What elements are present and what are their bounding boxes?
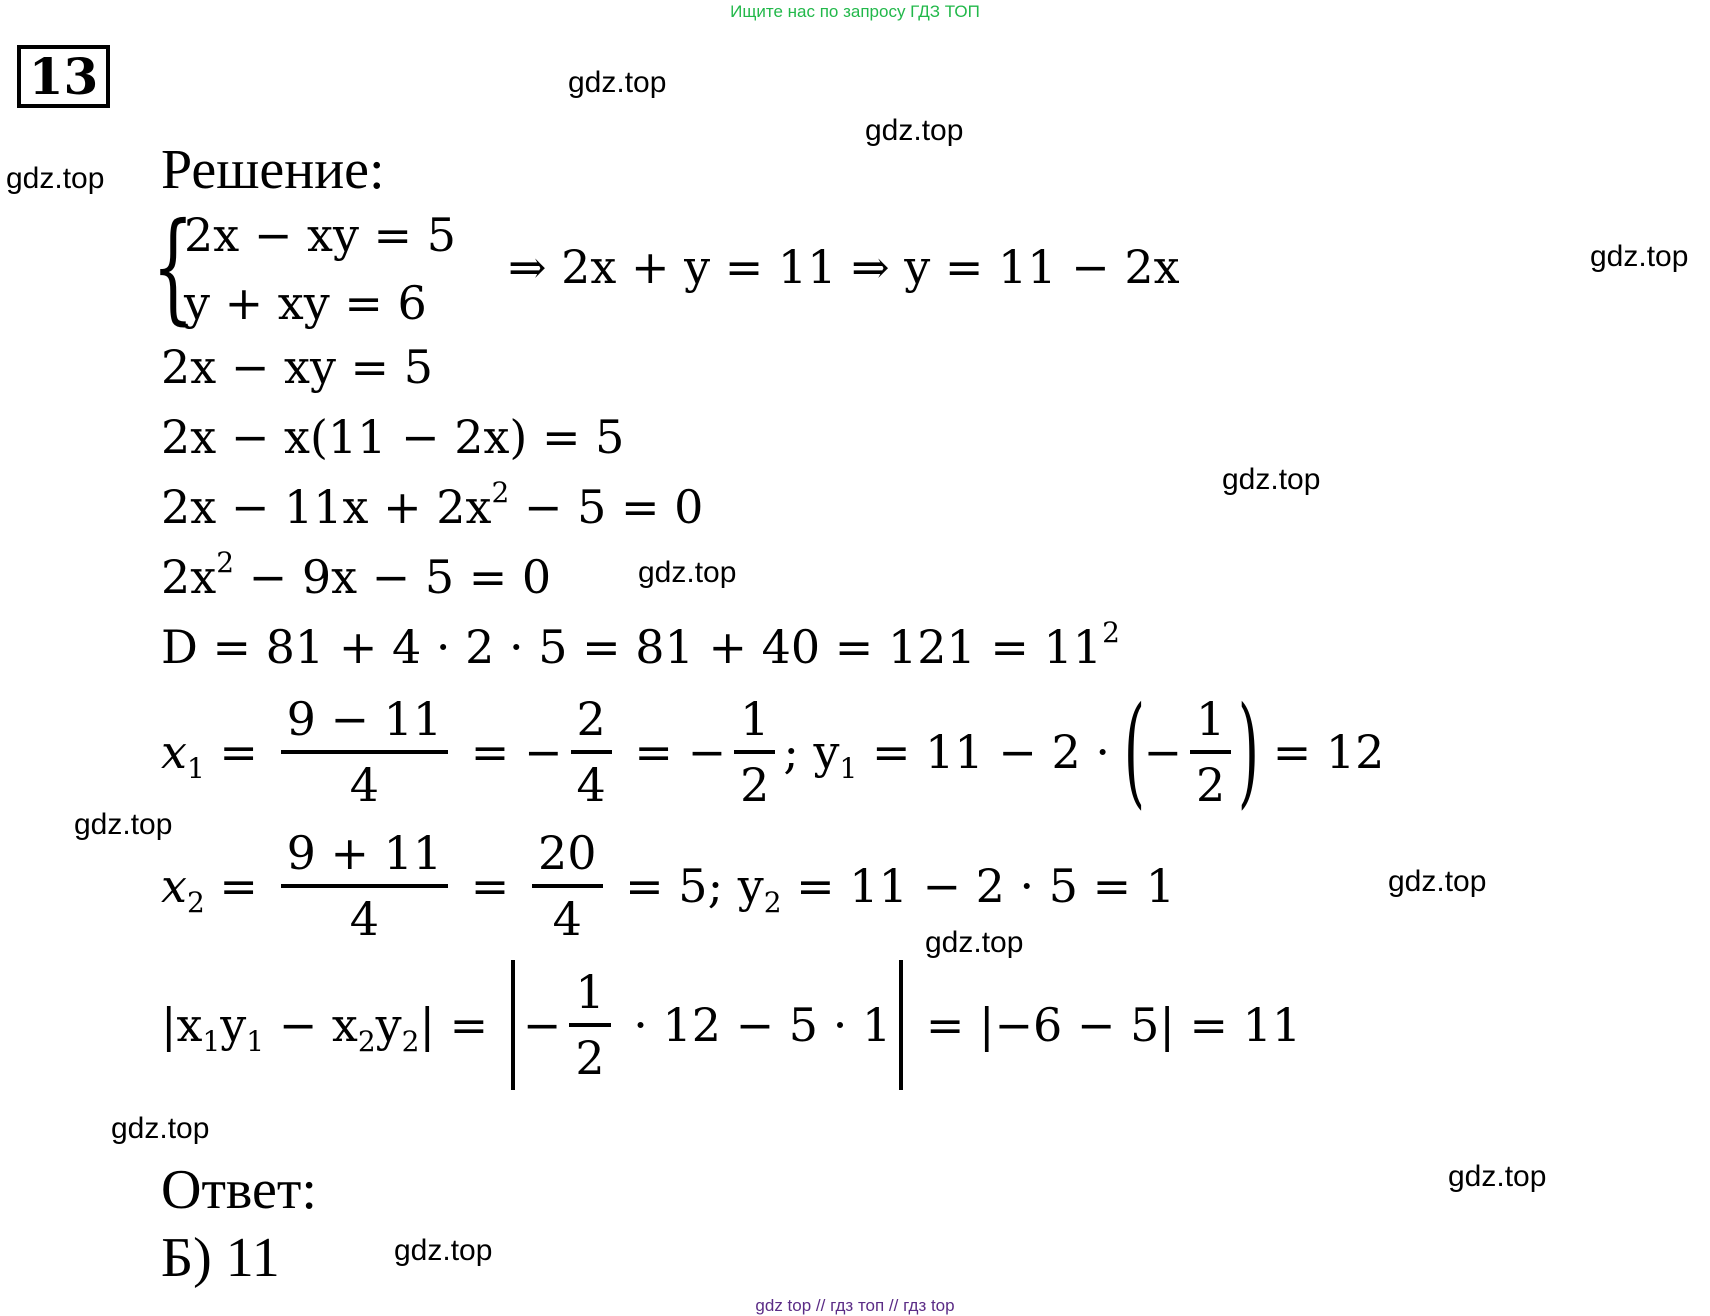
watermark: gdz.top: [1388, 865, 1487, 898]
left-paren: (: [1123, 682, 1145, 821]
abs-bar-right: [899, 960, 903, 1090]
system-equation-1: 2x − xy = 5: [184, 208, 456, 262]
x2-line: $x_2$ = $\frac{9 + 11}{4}$ = $\frac{20}{4}$ = 5; $y_2 = 11 - 2 \cdot 5 = 1$: [161, 822, 1175, 950]
fraction: $\frac{9 + 11}{4}$: [281, 822, 449, 950]
x1-line: $x_1$ = $\frac{9 - 11}{4}$ = − $\frac{2}{4}$ = − $\frac{1}{2}$ ; $y_1 = 11 - 2$ · ( − $\frac{1}{2}$ ) = 12: [161, 682, 1385, 821]
watermark: gdz.top: [925, 926, 1024, 959]
system-result: ⇒ 2x + y = 11 ⇒ y = 11 − 2x: [508, 240, 1180, 294]
watermark: gdz.top: [568, 66, 667, 99]
fraction: $\frac{9 - 11}{4}$: [281, 688, 449, 816]
step-3: $2x - 11x + 2x^2 - 5 = 0$: [161, 476, 704, 534]
curly-brace: {: [152, 198, 194, 337]
watermark: gdz.top: [6, 162, 105, 195]
watermark: gdz.top: [111, 1112, 210, 1145]
top-banner: Ищите нас по запросу ГДЗ ТОП: [730, 2, 980, 21]
answer-value: Б) 11: [161, 1227, 280, 1289]
step-1: 2x − xy = 5: [161, 340, 433, 394]
right-paren: ): [1238, 682, 1260, 821]
watermark: gdz.top: [638, 556, 737, 589]
watermark: gdz.top: [865, 114, 964, 147]
fraction: $\frac{1}{2}$: [1190, 688, 1231, 816]
answer-heading: Ответ:: [161, 1159, 317, 1221]
task-number: 13: [28, 47, 99, 106]
watermark: gdz.top: [1590, 240, 1689, 273]
fraction: $\frac{1}{2}$: [734, 688, 775, 816]
abs-line: $|x_1y_1 - x_2y_2|$ = − $\frac{1}{2}$ · 12 − 5 · 1 = |−6 − 5| = 11: [161, 960, 1301, 1090]
step-4: $2x^2 - 9x - 5 = 0$: [161, 546, 552, 604]
fraction: $\frac{20}{4}$: [532, 822, 603, 950]
task-number-box: [17, 45, 110, 108]
step-2: 2x − x(11 − 2x) = 5: [161, 410, 625, 464]
fraction: $\frac{2}{4}$: [571, 688, 612, 816]
fraction: $\frac{1}{2}$: [569, 961, 610, 1089]
bottom-banner: gdz top // гдз топ // гдз top: [755, 1296, 955, 1315]
system-equation-2: y + xy = 6: [184, 276, 427, 330]
watermark: gdz.top: [74, 808, 173, 841]
watermark: gdz.top: [1222, 463, 1321, 496]
watermark: gdz.top: [1448, 1160, 1547, 1193]
solution-heading: Решение:: [161, 139, 385, 201]
watermark: gdz.top: [394, 1234, 493, 1267]
discriminant-line: $D = 81 + 4 \cdot 2 \cdot 5 = 81 + 40 = 121 = 11^2$: [161, 616, 1120, 674]
abs-bar-left: [511, 960, 515, 1090]
